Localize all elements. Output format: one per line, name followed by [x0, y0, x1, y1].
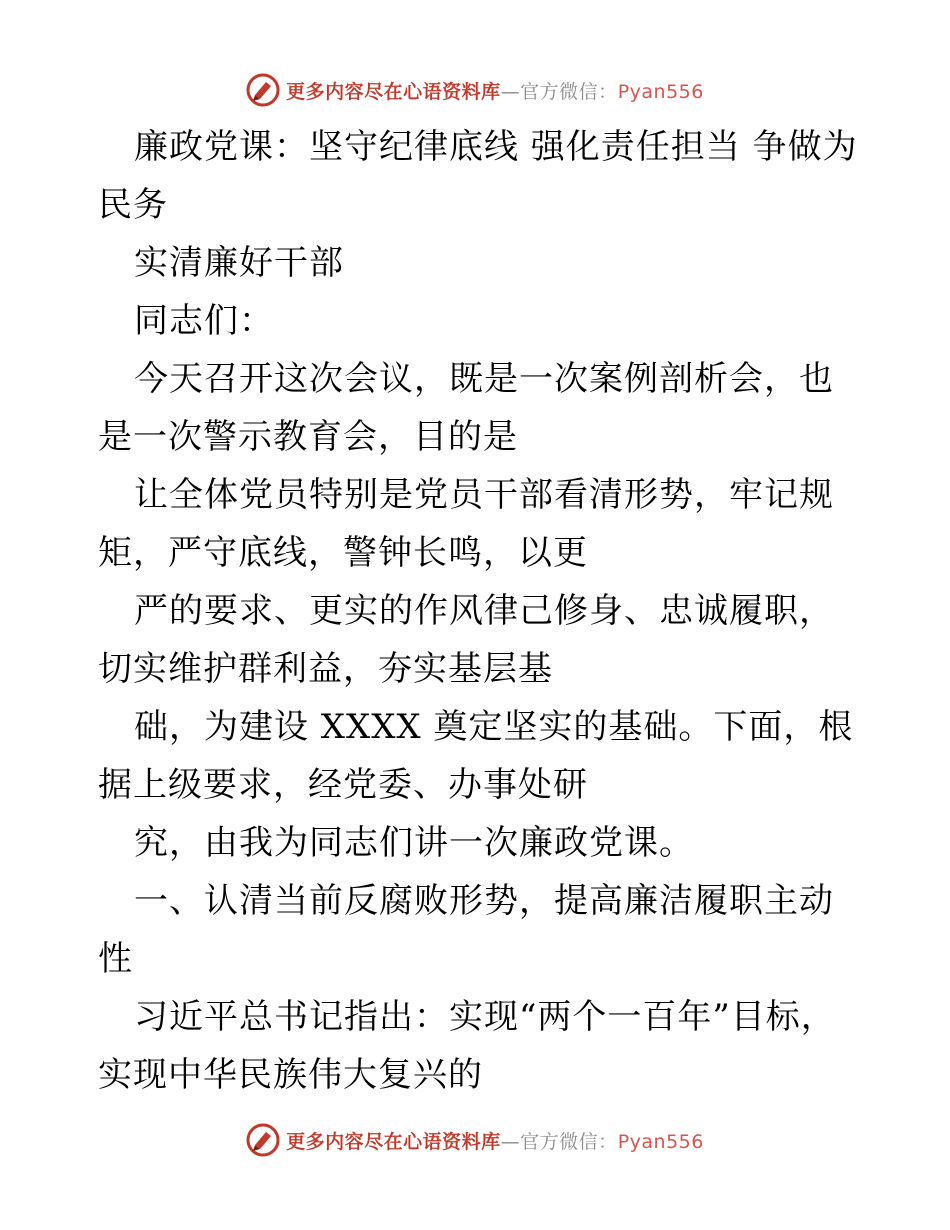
watermark-separator: — — [500, 80, 521, 103]
watermark-wechat-id: Pyan556 — [617, 1130, 704, 1153]
document-title-line-1: 廉政党课：坚守纪律底线 强化责任担当 争做为民务 — [98, 127, 858, 225]
watermark-text — [286, 1127, 704, 1154]
watermark-main: 更多内容尽在心语资料库 — [286, 80, 501, 103]
header-watermark — [0, 70, 950, 110]
watermark-sub: 官方微信： — [520, 80, 618, 103]
salutation: 同志们： — [134, 301, 274, 341]
brand-logo-icon — [246, 1123, 280, 1157]
watermark-sub: 官方微信： — [520, 1130, 618, 1153]
document-title-line-2: 实清廉好干部 — [134, 243, 344, 283]
watermark-text — [286, 77, 704, 104]
paragraph: 究，由我为同志们讲一次廉政党课。 — [134, 823, 694, 863]
watermark-wechat-id: Pyan556 — [617, 80, 704, 103]
watermark-main: 更多内容尽在心语资料库 — [286, 1130, 501, 1153]
document-body — [98, 118, 858, 1104]
paragraph: 础，为建设 XXXX 奠定坚实的基础。下面，根据上级要求，经党委、办事处研 — [98, 707, 854, 805]
watermark-separator: — — [500, 1130, 521, 1153]
footer-watermark — [0, 1120, 950, 1160]
brand-logo-icon — [246, 73, 280, 107]
paragraph: 习近平总书记指出：实现“两个一百年”目标，实现中华民族伟大复兴的 — [98, 997, 836, 1095]
paragraph: 今天召开这次会议，既是一次案例剖析会，也是一次警示教育会，目的是 — [98, 359, 834, 457]
paragraph: 让全体党员特别是党员干部看清形势，牢记规矩，严守底线，警钟长鸣，以更 — [98, 475, 834, 573]
section-heading: 一、认清当前反腐败形势，提高廉洁履职主动性 — [98, 881, 834, 979]
paragraph: 严的要求、更实的作风律己修身、忠诚履职，切实维护群利益，夯实基层基 — [98, 591, 834, 689]
